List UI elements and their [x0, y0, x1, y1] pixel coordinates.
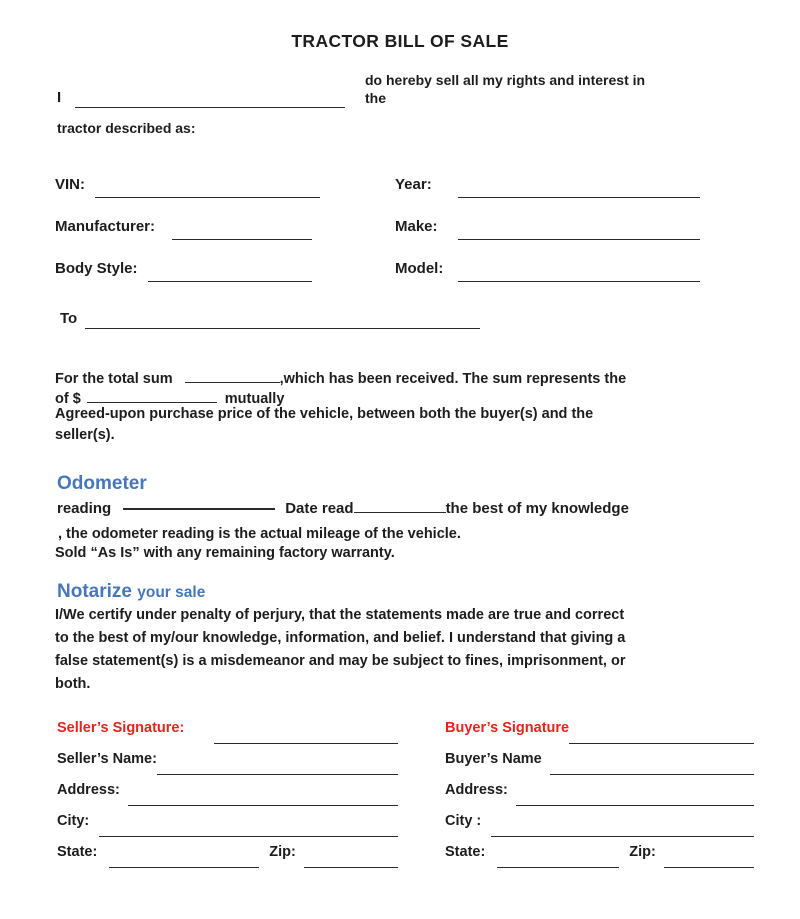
seller-address-blank-line[interactable]	[128, 782, 398, 806]
intro-continuation-text: do hereby sell all my rights and interest in	[365, 72, 646, 88]
seller-city-blank-line[interactable]	[99, 813, 398, 837]
seller-state-zip-row	[57, 844, 398, 868]
seller-state-label: State:	[57, 844, 98, 860]
buyer-signature-blank-line[interactable]	[569, 720, 754, 744]
date-read-blank-line[interactable]	[354, 497, 446, 513]
make-label: Make:	[395, 218, 438, 235]
buyer-name-label: Buyer’s Name	[445, 751, 542, 767]
buyer-state-label: State:	[445, 844, 486, 860]
year-blank-line[interactable]	[458, 197, 700, 198]
buyer-zip-blank-line[interactable]	[664, 844, 754, 868]
seller-city-label: City:	[57, 813, 90, 829]
sum-line1	[55, 367, 626, 387]
notarize-line-4: both.	[55, 676, 91, 692]
odometer-heading: Odometer	[57, 473, 147, 494]
seller-section	[57, 720, 398, 875]
vin-label: VIN:	[55, 176, 85, 193]
intro-described-as: tractor described as:	[57, 120, 196, 136]
buyer-city-label: City :	[445, 813, 482, 829]
sum-line4: seller(s).	[55, 427, 115, 443]
buyer-signature-row	[445, 720, 754, 744]
year-label: Year:	[395, 176, 432, 193]
seller-address-label: Address:	[57, 782, 120, 798]
seller-signature-blank-line[interactable]	[214, 720, 398, 744]
sold-as-is-line: Sold “As Is” with any remaining factory warranty.	[55, 545, 395, 561]
dollar-amount-blank-line[interactable]	[87, 387, 217, 403]
seller-address-row	[57, 782, 398, 806]
odometer-mileage-line: , the odometer reading is the actual mileage of the vehicle.	[58, 526, 461, 542]
seller-zip-blank-line[interactable]	[304, 844, 398, 868]
model-label: Model:	[395, 260, 444, 277]
page-title: TRACTOR BILL OF SALE	[291, 31, 509, 51]
total-sum-blank-line[interactable]	[185, 367, 280, 383]
buyer-city-row	[445, 813, 754, 837]
body-style-label: Body Style:	[55, 260, 138, 277]
sum-line2	[55, 387, 284, 407]
odometer-reading-blank-line[interactable]	[123, 508, 275, 510]
notarize-heading-sub: your sale	[137, 584, 206, 601]
notarize-heading	[57, 581, 205, 603]
notarize-line-1: I/We certify under penalty of perjury, that the statements made are true and correct	[55, 607, 625, 623]
manufacturer-label: Manufacturer:	[55, 218, 156, 235]
sum-line2-suffix: mutually	[224, 391, 285, 407]
seller-name-intro-blank-line[interactable]	[75, 107, 345, 108]
notarize-line-3: false statement(s) is a misdemeanor and may be subject to fines, imprisonment, or	[55, 653, 626, 669]
seller-state-blank-line[interactable]	[109, 844, 259, 868]
buyer-address-row	[445, 782, 754, 806]
manufacturer-blank-line[interactable]	[172, 239, 312, 240]
odometer-reading-label: reading	[57, 500, 112, 517]
buyer-name-row	[445, 751, 754, 775]
buyer-state-blank-line[interactable]	[497, 844, 619, 868]
seller-city-row	[57, 813, 398, 837]
to-buyer-blank-line[interactable]	[85, 328, 480, 329]
vin-blank-line[interactable]	[95, 197, 320, 198]
seller-name-row	[57, 751, 398, 775]
intro-pronoun: I	[57, 89, 62, 106]
sum-line3: Agreed-upon purchase price of the vehicle, between both the buyer(s) and the	[55, 406, 594, 422]
buyer-address-label: Address:	[445, 782, 508, 798]
notarize-paragraph	[55, 607, 626, 699]
notarize-line-2: to the best of my/our knowledge, information, and belief. I understand that giving a	[55, 630, 626, 646]
seller-signature-label: Seller’s Signature:	[57, 720, 185, 736]
body-style-blank-line[interactable]	[148, 281, 312, 282]
buyer-address-blank-line[interactable]	[516, 782, 754, 806]
knowledge-suffix-text: the best of my knowledge	[445, 500, 629, 517]
buyer-name-blank-line[interactable]	[550, 751, 754, 775]
notarize-heading-main: Notarize	[57, 581, 132, 602]
model-blank-line[interactable]	[458, 281, 700, 282]
buyer-zip-label: Zip:	[629, 844, 656, 860]
intro-article: the	[365, 90, 386, 106]
buyer-section	[445, 720, 754, 875]
sum-line2-prefix: of $	[55, 391, 81, 407]
seller-name-label: Seller’s Name:	[57, 751, 157, 767]
seller-signature-row	[57, 720, 398, 744]
buyer-city-blank-line[interactable]	[491, 813, 754, 837]
date-read-label: Date read	[285, 500, 354, 517]
to-label: To	[60, 310, 78, 327]
sum-line1-prefix: For the total sum	[55, 371, 173, 387]
sum-line1-suffix: ,which has been received. The sum represents the	[279, 371, 627, 387]
seller-name-blank-line[interactable]	[157, 751, 398, 775]
seller-zip-label: Zip:	[269, 844, 296, 860]
make-blank-line[interactable]	[458, 239, 700, 240]
buyer-state-zip-row	[445, 844, 754, 868]
odometer-reading-row	[57, 497, 629, 517]
buyer-signature-label: Buyer’s Signature	[445, 720, 570, 736]
